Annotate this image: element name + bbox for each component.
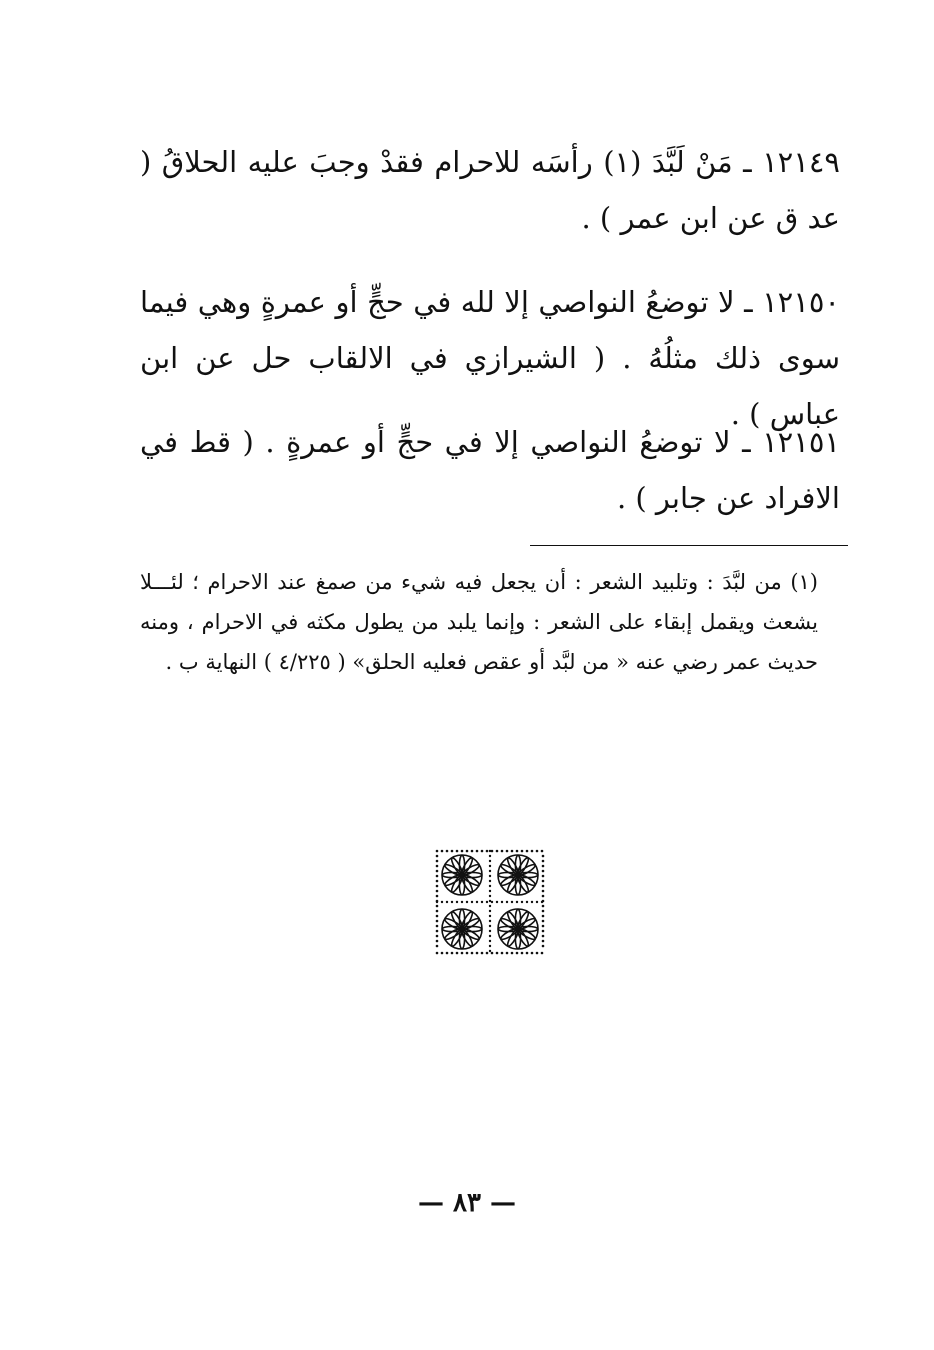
hadith-12150: ١٢١٥٠ ـ لا توضعُ النواصي إلا لله في حجٍّ أو عمرةٍ وهي فيما سوى ذلك مثلُهُ . ( الشيرازي في الالقاب حل عن ابن عباس ) .: [140, 285, 840, 431]
page-number: — ٨٣ —: [417, 1188, 517, 1218]
footnote-1: (١) من لبَّدَ : وتلبيد الشعر : أن يجعل فيه شيء من صمغ عند الاحرام ؛ لئـــلا يشعث ويقمل إبقاء على الشعر : وإنما يلبد من يطول مكثه في الاحرام ، ومنه حديث عمر رضي عنه « من لبَّد أو عقص فعليه الحلق» ( ٤/٢٢٥ ) النهاية ب .: [140, 570, 818, 674]
floral-ornament-icon: [434, 848, 546, 956]
hadith-12149: ١٢١٤٩ ـ مَنْ لَبَّدَ (١) رأسَه للاحرام فقدْ وجبَ عليه الحلاقُ ( عد ق عن ابن عمر ) .: [140, 145, 840, 235]
hadith-12151: ١٢١٥١ ـ لا توضعُ النواصي إلا في حجٍّ أو عمرةٍ . ( قط في الافراد عن جابر ) .: [140, 425, 840, 515]
footnote-separator: [530, 545, 848, 546]
